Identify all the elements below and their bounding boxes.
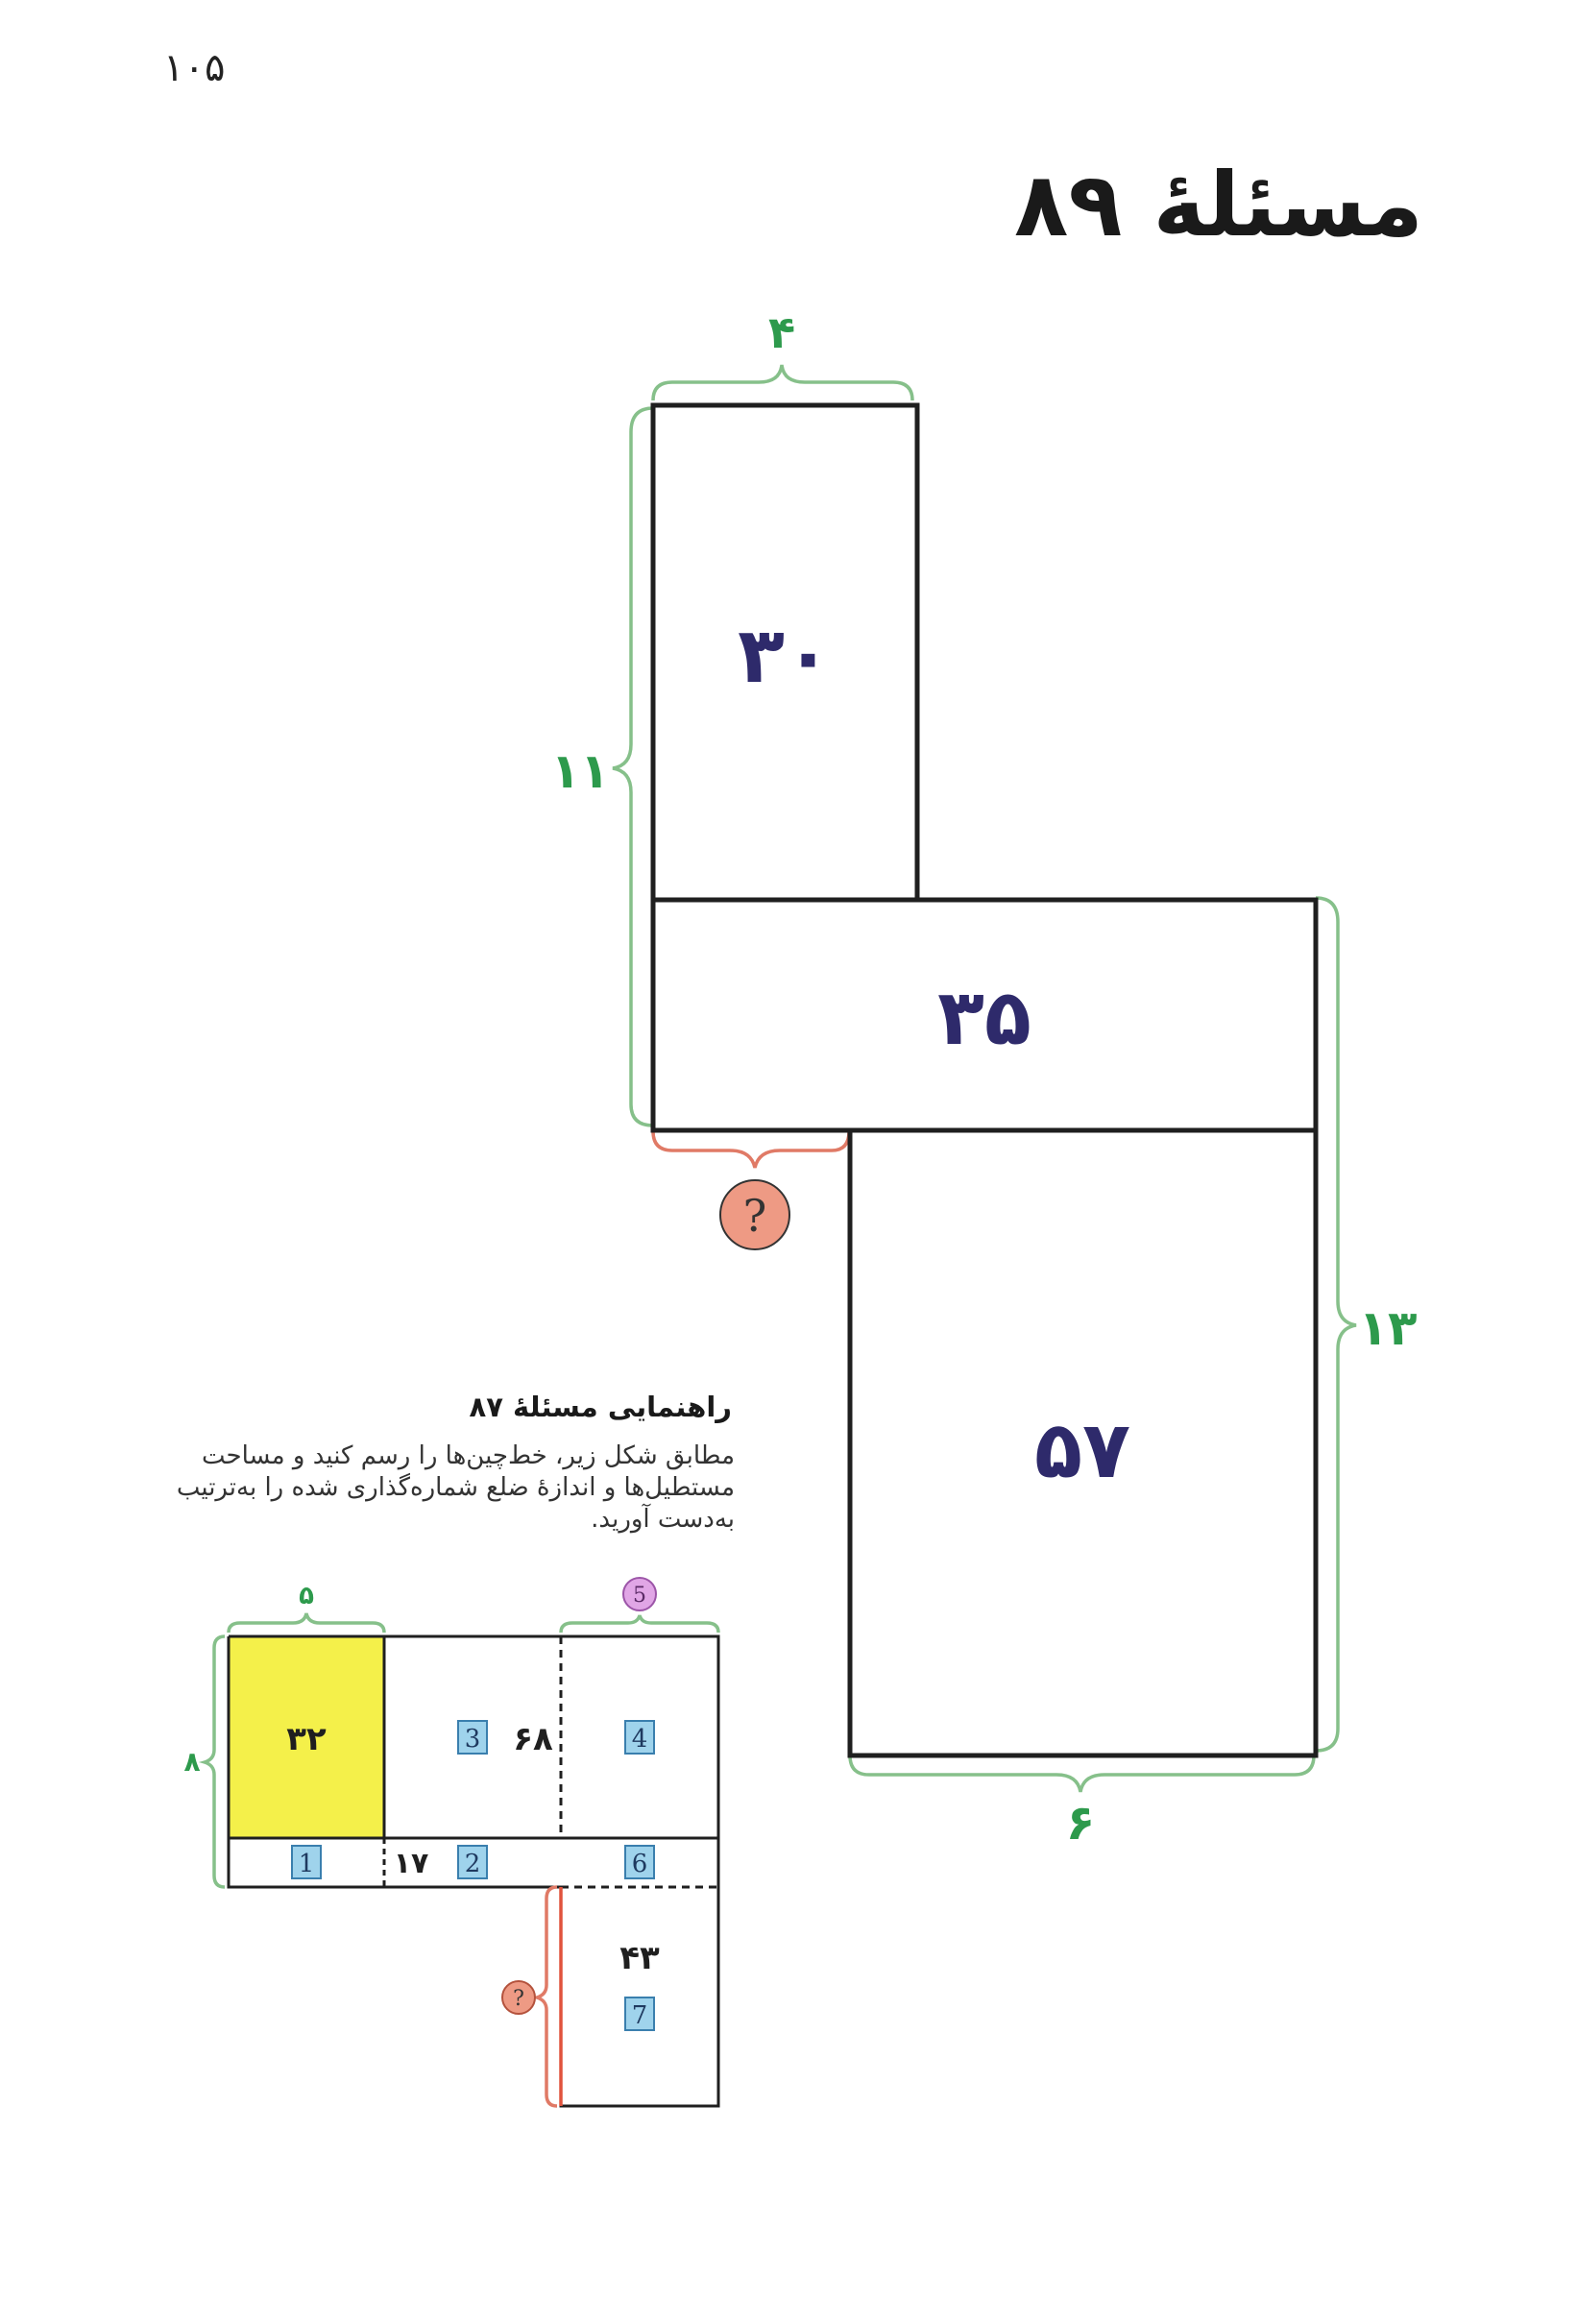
area-middle: ۳۵ xyxy=(937,973,1031,1062)
hint-unknown-mark: ? xyxy=(513,1987,524,2011)
hint-brace-left-height xyxy=(205,1636,225,1887)
hint-area-lower: ۴۳ xyxy=(619,1939,660,1977)
index-box-7 xyxy=(625,1997,654,2030)
area-bottom: ۵۷ xyxy=(1033,1405,1131,1496)
hint-label-top-width: ۵ xyxy=(299,1582,314,1610)
index-box-6 xyxy=(625,1846,654,1878)
problem-title: مسئلهٔ ۸۹ xyxy=(1014,154,1423,256)
unknown-mark: ? xyxy=(742,1190,767,1242)
svg-text:4: 4 xyxy=(631,1725,648,1754)
brace-top-width xyxy=(653,365,912,400)
svg-text:3: 3 xyxy=(464,1725,481,1754)
brace-bottom-width xyxy=(850,1755,1314,1792)
hint-label-left-height: ۸ xyxy=(183,1746,201,1778)
index-box-1 xyxy=(292,1846,321,1878)
hint-area-strip: ۱۷ xyxy=(393,1847,429,1880)
label-bottom-width: ۶ xyxy=(1065,1795,1096,1851)
main-figure xyxy=(550,306,1417,1851)
svg-text:1: 1 xyxy=(298,1850,315,1878)
hint-area-yellow: ۳۲ xyxy=(286,1720,327,1758)
brace-left-height xyxy=(613,408,653,1126)
hint-title: راهنمایی مسئلهٔ ۸۷ xyxy=(469,1391,732,1423)
index-box-3 xyxy=(458,1721,487,1754)
brace-right-height xyxy=(1316,898,1356,1751)
svg-text:6: 6 xyxy=(631,1850,648,1878)
hint-text: مطابق شکل زیر، خط‌چین‌ها را رسم کنید و مساحت مستطیل‌ها و اندازهٔ ضلع شماره‌گذاری شده را به‌ترتیب به‌دست آورید. xyxy=(176,1441,735,1534)
index-box-4 xyxy=(625,1721,654,1754)
hint-figure xyxy=(183,1578,718,2106)
hint-brace-unknown xyxy=(537,1887,557,2106)
hint-area-middle: ۶۸ xyxy=(513,1720,553,1758)
hint-brace-top-width xyxy=(229,1613,384,1633)
label-right-height: ۱۳ xyxy=(1358,1300,1418,1356)
label-top-width: ۴ xyxy=(767,306,796,358)
index-box-2 xyxy=(458,1846,487,1878)
hint-circled-top-label: 5 xyxy=(633,1584,646,1608)
svg-text:2: 2 xyxy=(464,1850,481,1878)
area-top: ۳۰ xyxy=(738,611,832,700)
svg-text:7: 7 xyxy=(631,2001,648,2030)
page-number: ۱۰۵ xyxy=(163,46,226,90)
brace-unknown-width xyxy=(653,1131,849,1168)
label-left-height: ۱۱ xyxy=(550,743,610,799)
hint-brace-right-top xyxy=(561,1615,718,1633)
